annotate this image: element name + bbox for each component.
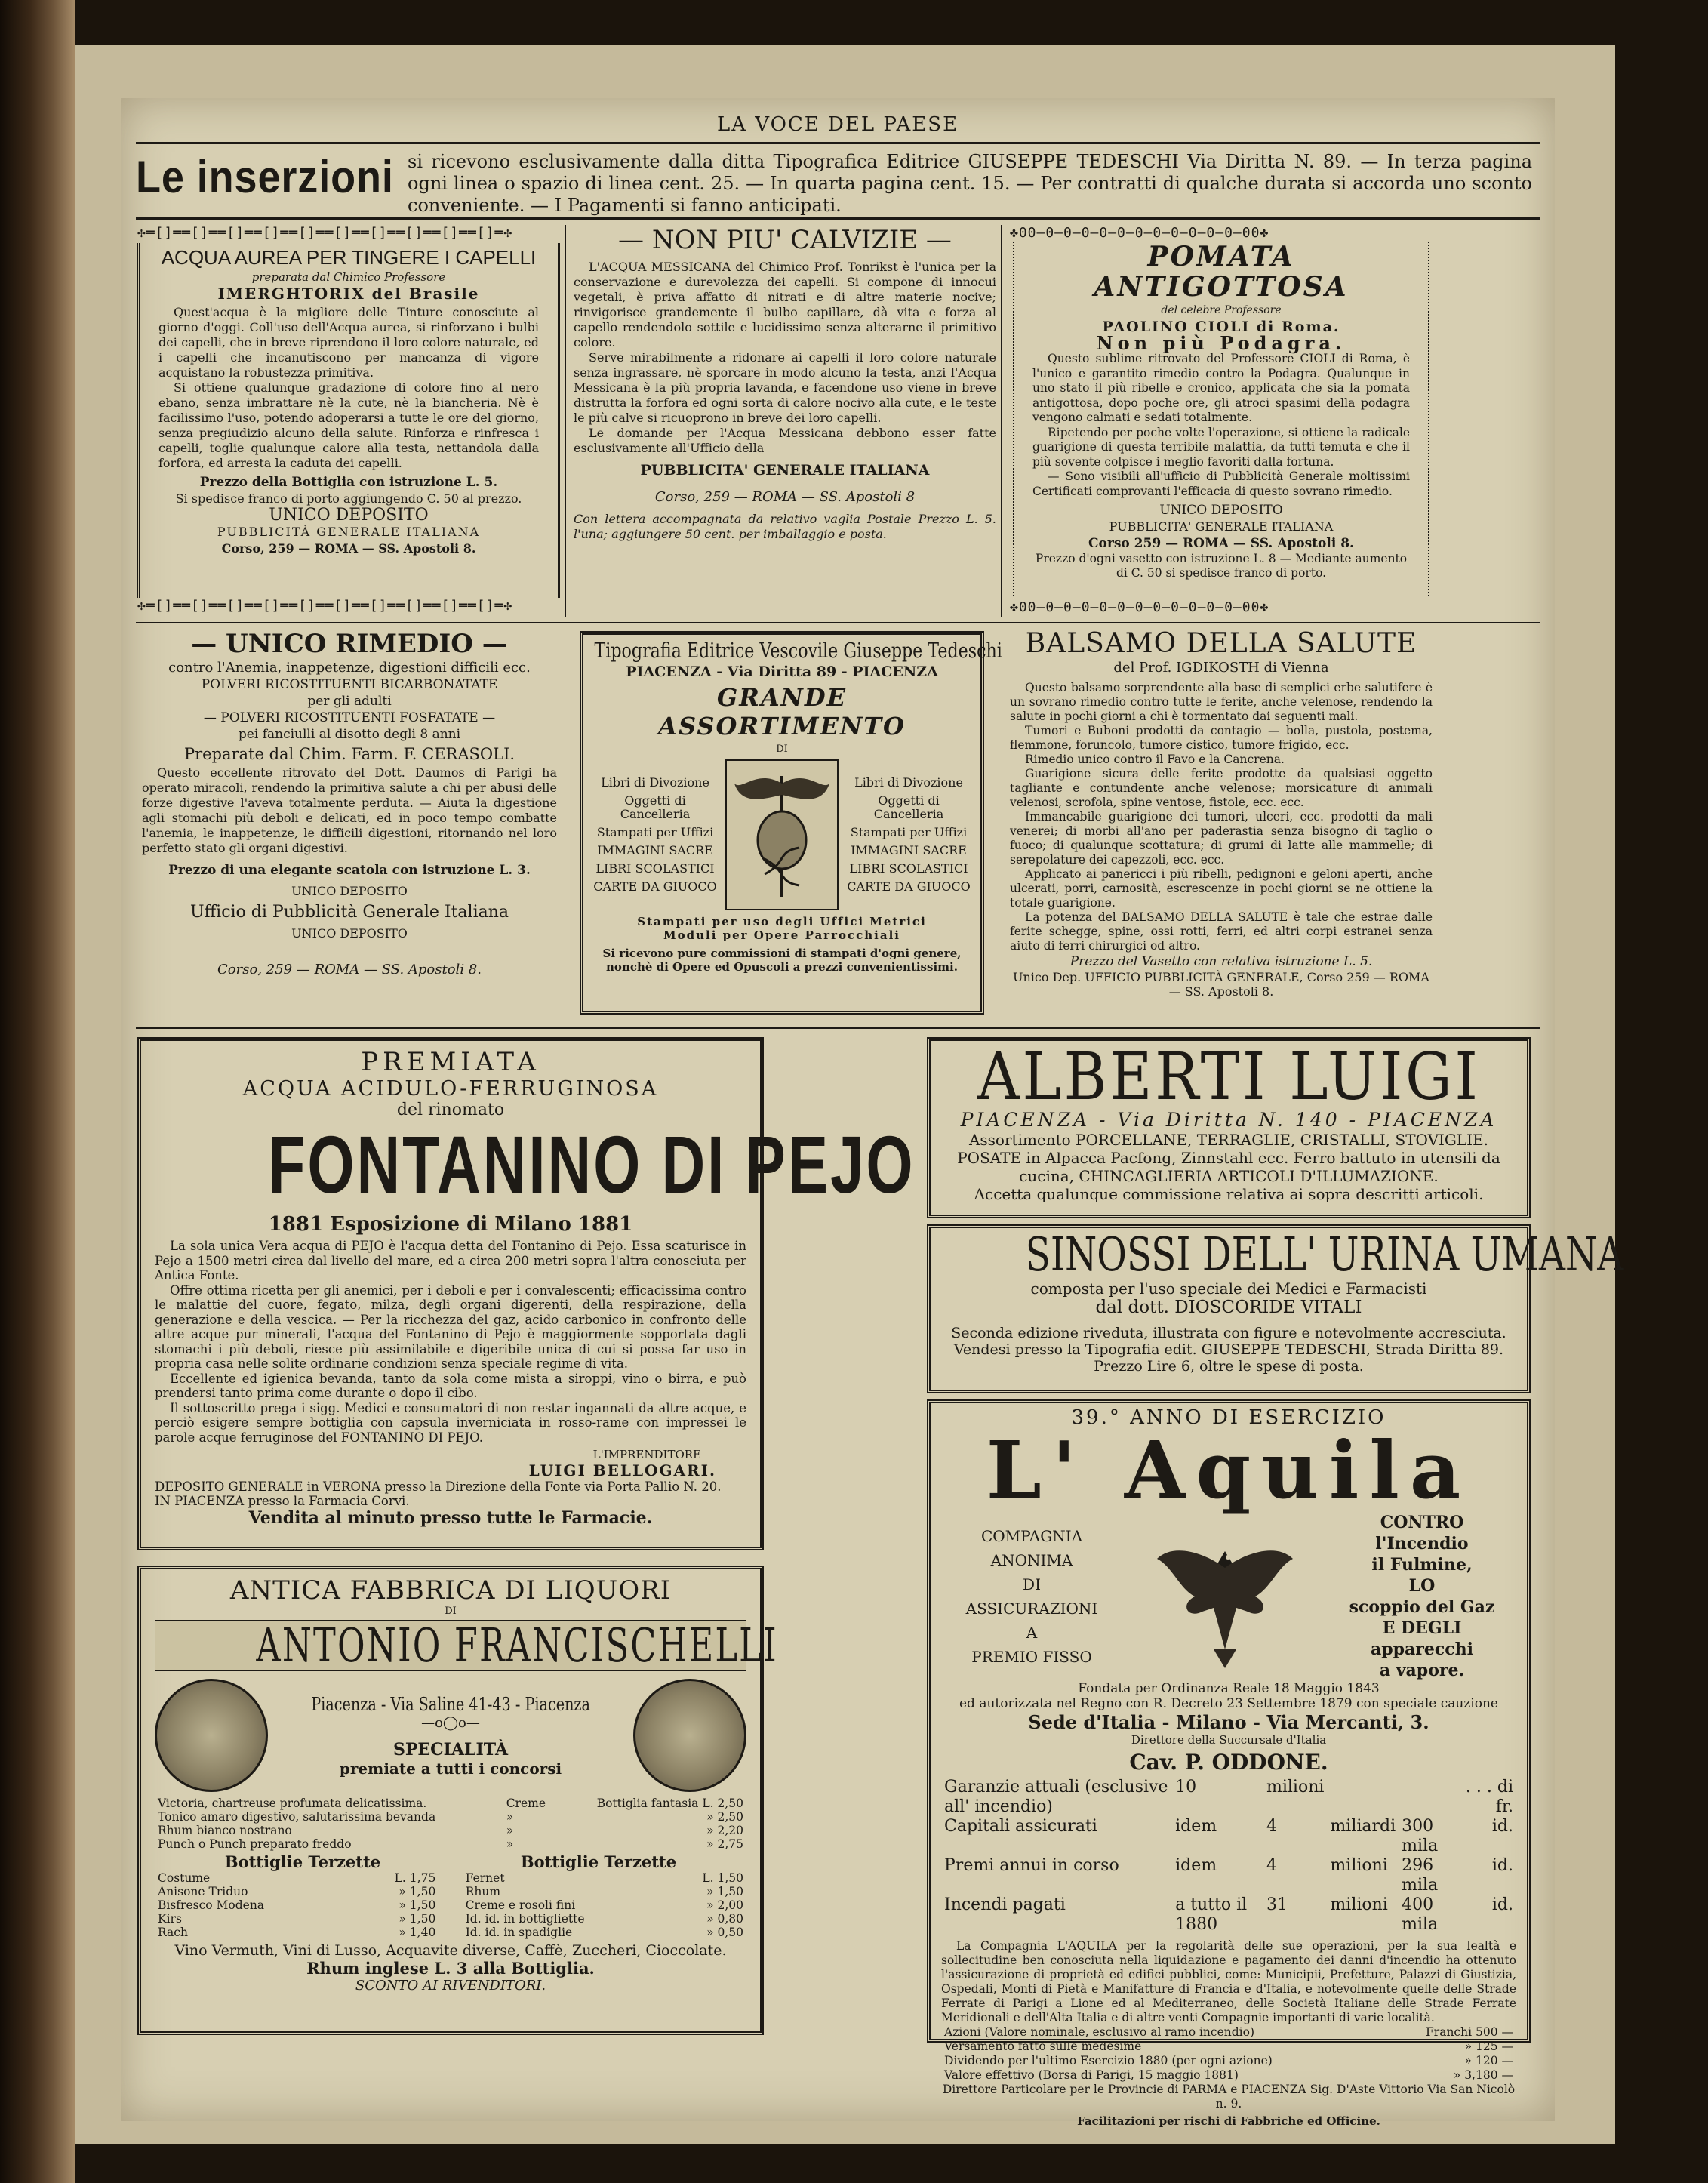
acqua-aurea-addr: Corso, 259 — ROMA — SS. Apostoli 8.	[221, 541, 476, 556]
liquori-terzette-row-cell: Kirs	[158, 1912, 182, 1926]
aquila-figure-row-cell: a tutto il 1880	[1175, 1895, 1248, 1934]
liquori-terzette-row	[463, 1871, 746, 1885]
liquori-price-row-cell: Rhum bianco nostrano	[158, 1824, 292, 1837]
aquila-stock-row	[941, 2068, 1516, 2083]
liquori-terzette-row	[463, 1912, 746, 1926]
row-rule	[136, 622, 1540, 623]
aquila-right-line: l'Incendio	[1375, 1534, 1469, 1553]
calvizie-pub: PUBBLICITA' GENERALE ITALIANA	[640, 462, 930, 479]
aquila-figure-row-cell: 31	[1266, 1895, 1288, 1914]
alberti-l1: Assortimento PORCELLANE, TERRAGLIE, CRISTALLI, STOVIGLIE. POSATE in Alpacca Pacfong, Zinnstahl ecc. Ferro battuto in utensili da cucina, CHINCAGLIERIA ARTICOLI D'ILLUMAZIONE.	[957, 1131, 1500, 1185]
ad-non-piu-calvizie	[574, 225, 996, 617]
medal-icon	[155, 1679, 268, 1792]
liquori-rhum: Rhum inglese L. 3 alla Bottiglia.	[306, 1959, 595, 1978]
sinossi-title: SINOSSI DELL' URINA UMANA	[1025, 1227, 1624, 1282]
aquila-right-line: scoppio del Gaz	[1349, 1597, 1495, 1617]
aquila-f1: Fondata per Ordinanza Reale 18 Maggio 1843	[1078, 1681, 1380, 1696]
aquila-figure-row-cell: . . . di fr.	[1465, 1778, 1513, 1816]
aquila-figure-row-cell: miliardi	[1330, 1817, 1396, 1836]
liquori-terzette-row-cell: L. 1,50	[702, 1871, 743, 1885]
aquila-left-line: PREMIO FISSO	[971, 1648, 1092, 1666]
rimedio-p1: Questo eccellente ritrovato del Dott. Daumos di Parigi ha operato miracoli, rendendo la primitiva salute a chi per abusi delle forze digestive l'aveva totalmente perduta. — Aiuta la digestione agli stomachi più deboli e delicati, ed in poco tempo combatte l'anemia, le inappetenze, le difficili digestioni, ritornando nel loro perfetto stato gli organi digestivi.	[142, 765, 557, 855]
aquila-figure-row	[941, 1895, 1516, 1935]
pejo-dep1: DEPOSITO GENERALE in VERONA presso la Direzione della Fonte via Porta Pallio N. 20.	[155, 1479, 722, 1494]
tipografia-l2: Moduli per Opere Parrocchiali	[663, 928, 900, 942]
aquila-right-line: apparecchi	[1370, 1640, 1473, 1659]
tipografia-grande: GRANDE ASSORTIMENTO	[658, 683, 906, 740]
liquori-terzette-row	[155, 1898, 439, 1912]
tipografia-title: Tipografia Editrice Vescovile Giuseppe Tedeschi	[594, 639, 1002, 663]
rimedio-l3: per gli adulti	[307, 694, 392, 709]
rimedio-l6: Preparate dal Chim. Farm. F. CERASOLI.	[183, 745, 515, 763]
column-rule	[1001, 225, 1002, 617]
pomata-depot: UNICO DEPOSITO	[1159, 503, 1283, 518]
tipografia-l3: Si ricevono pure commissioni di stampati d'ogni genere, nonchè di Opere ed Opuscoli a prezzi convenientissimi.	[602, 947, 962, 974]
tipografia-item: CARTE DA GIUOCO	[847, 879, 971, 894]
acqua-aurea-maker: IMERGHTORIX del Brasile	[217, 285, 480, 303]
aquila-dir2: Direttore Particolare per le Provincie di PARMA e PIACENZA Sig. D'Aste Vittorio Via San Nicolò n. 9.	[942, 2083, 1516, 2111]
pomata-p3: — Sono visibili all'ufficio di Pubblicità Generale moltissimi Certificati comprovanti l'efficacia di questo sovrano rimedio.	[1032, 470, 1410, 498]
ad-liquori-francischelli: ANTICA FABBRICA DI LIQUORI DI ANTONIO FRANCISCHELLI Piacenza - Via Saline 41-43 - Piacenza —o◯o— SPECIALITÀ premiate a tutti i concorsi Victoria, chartreuse profumata delicatissima. Creme Bottiglia fantasia L. 2,50 Tonico amaro digestivo, salutarissima bevanda » » 2,50 Rhum bianco nostrano » » 2,20 Punch o Punch preparato freddo » » 2,75 Bottiglie Terzette Bottiglie Terzette Costume L. 1,75 Anisone Triduo » 1,50 Bisfresco Modena » 1,50 Kirs » 1,50 Rach » 1,40 Fernet L. 1,50 Rhum » 1,50 Creme e rosoli fini » 2,00 Id. id. in bottigliette » 0,80 Id. id. in spadiglie » 0,50 Vino Vermuth, Vini di Lusso, Acquavite diverse, Caffè, Zuccheri, Cioccolate. Rhum inglese L. 3 alla Bottiglia. SCONTO AI RIVENDITORI.	[137, 1566, 764, 2035]
border-ornament: ✤00—0—0—0—0—0—0—0—0—0—0—0—00✤	[1010, 225, 1269, 241]
pejo-expo: 1881 Esposizione di Milano 1881	[268, 1213, 633, 1236]
rimedio-addr: Corso, 259 — ROMA — SS. Apostoli 8.	[217, 962, 482, 978]
tipografia-l1: Stampati per uso degli Uffici Metrici	[637, 915, 927, 928]
liquori-terzette-row-cell: Costume	[158, 1871, 211, 1885]
liquori-price-table	[155, 1797, 746, 1851]
rimedio-l1: contro l'Anemia, inappetenze, digestioni difficili ecc.	[168, 660, 531, 676]
liquori-name: ANTONIO FRANCISCHELLI	[256, 1618, 778, 1673]
balsamo-sub: del Prof. IGDIKOSTH di Vienna	[1113, 660, 1329, 676]
tipografia-item: Libri di Divozione	[854, 775, 963, 790]
liquori-price-row-cell: »	[506, 1837, 514, 1851]
liquori-vino: Vino Vermuth, Vini di Lusso, Acquavite diverse, Caffè, Zuccheri, Cioccolate.	[174, 1942, 727, 1959]
pomata-addr: Corso 259 — ROMA — SS. Apostoli 8.	[1088, 536, 1354, 551]
liquori-terzette-row-cell: » 1,50	[399, 1885, 436, 1898]
liquori-terzette-row	[463, 1885, 746, 1898]
liquori-spec: SPECIALITÀ	[392, 1739, 509, 1760]
tipografia-item: Stampati per Uffizi	[596, 825, 714, 839]
rimedio-title: — UNICO RIMEDIO —	[191, 629, 508, 659]
liquori-col2	[463, 1871, 746, 1939]
liquori-terzette-row-cell: » 0,80	[706, 1912, 743, 1926]
liquori-terzette-row	[463, 1926, 746, 1939]
liquori-price-row	[155, 1810, 746, 1824]
alberti-l2: Accetta qualunque commissione relativa ai sopra descritti articoli.	[974, 1185, 1484, 1203]
balsamo-p3: Rimedio unico contro il Favo e la Cancrena.	[1025, 753, 1285, 766]
liquori-addr: Piacenza - Via Saline 41-43 - Piacenza	[311, 1693, 590, 1715]
aquila-stock-row-cell: Dividendo per l'ultimo Esercizio 1880 (per ogni azione)	[944, 2054, 1273, 2068]
aquila-figure-row-cell: 4	[1266, 1856, 1277, 1875]
pomata-prof: PAOLINO CIOLI di Roma.	[1102, 319, 1340, 335]
alberti-city: PIACENZA - Via Diritta N. 140 - PIACENZA	[960, 1109, 1497, 1131]
ad-alberti-luigi	[927, 1037, 1531, 1218]
aquila-left-line: A	[1026, 1624, 1038, 1642]
aquila-figure-row-cell	[1327, 1778, 1399, 1817]
border-ornament: ✢═[]══[]══[]══[]══[]══[]══[]══[]══[]══[]═✢	[137, 225, 513, 241]
balsamo-p7: La potenza del BALSAMO DELLA SALUTE è tale che estrae dalle ferite schegge, spine, ossi rotti, ferri, ed altri corpi estranei senza aiuto di ferri chirurgici od altro.	[1010, 910, 1433, 953]
aquila-left-text	[941, 1524, 1122, 1669]
liquori-terzette-row-cell: Id. id. in bottigliette	[465, 1912, 585, 1926]
aquila-stock-row	[941, 2025, 1516, 2040]
aquila-left-line: COMPAGNIA ANONIMA	[980, 1527, 1083, 1569]
calvizie-foot: Con lettera accompagnata da relativo vaglia Postale Prezzo L. 5. l'una; aggiungere 50 cent. per imballaggio e posta.	[574, 512, 996, 541]
tipografia-left-list	[591, 771, 719, 898]
tipografia-item: Libri di Divozione	[601, 775, 709, 790]
aquila-sede: Sede d'Italia - Milano - Via Mercanti, 3.	[1028, 1711, 1429, 1733]
pomata-slogan: Non più Podagra.	[1096, 332, 1346, 354]
aquila-figure-row-cell: Incendi pagati	[944, 1895, 1066, 1914]
aquila-stocks-table	[941, 2025, 1516, 2083]
calvizie-addr: Corso, 259 — ROMA — SS. Apostoli 8	[654, 489, 916, 505]
liquori-terzette-row-cell: » 1,50	[399, 1898, 436, 1912]
ad-sinossi-urina	[927, 1224, 1624, 1393]
liquori-terzette-row	[463, 1898, 746, 1912]
balsamo-p1: Questo balsamo sorprendente alla base di semplici erbe salutifere è un sovrano rimedio contro tutte le ferite, anche velenose, rendendo la salute in pochi giorni a chi è tormentato dai seguenti mali.	[1010, 681, 1433, 723]
tipografia-item: Stampati per Uffizi	[850, 825, 968, 839]
aquila-right-line: il Fulmine,	[1371, 1555, 1473, 1575]
liquori-price-row-cell: »	[506, 1824, 514, 1837]
aquila-figure-row-cell: Garanzie attuali (esclusive all' incendio)	[944, 1778, 1168, 1816]
border-ornament-right	[1419, 242, 1429, 596]
aquila-f2: ed autorizzata nel Regno con R. Decreto 23 Settembre 1879 con speciale cauzione	[959, 1696, 1498, 1711]
aquila-figure-row-cell	[1399, 1778, 1461, 1817]
tipografia-item: LIBRI SCOLASTICI	[849, 861, 968, 876]
liquori-terzette-row-cell: » 1,50	[399, 1912, 436, 1926]
aquila-figure-row-cell: id.	[1491, 1817, 1513, 1836]
liquori-price-row-cell: Bottiglia fantasia L. 2,50	[596, 1797, 743, 1810]
pejo-p2: Offre ottima ricetta per gli anemici, per i deboli e per i convalescenti; efficacissima contro le malattie del cuore, fegato, milza, degli organi digerenti, della respirazione, della generazione e della vescica. — Per la ricchezza del gaz, acido carbonico in confronto delle altre acque pur minerali, l'acqua del Fontanino di Pejo è maggiormente sopportata dagli stomachi i più deboli, riesce più assimilabile e digeribile unica di cui si possa far uso in propria casa nelle solite ordinarie condizioni senza speciale regime di vita.	[155, 1282, 746, 1371]
border-ornament-left	[137, 243, 151, 598]
liquori-terzette-row	[155, 1926, 439, 1939]
rimedio-depot2: UNICO DEPOSITO	[291, 926, 408, 941]
calvizie-title: — NON PIU' CALVIZIE —	[618, 225, 952, 255]
pomata-pub: PUBBLICITA' GENERALE ITALIANA	[1109, 519, 1334, 534]
pejo-name: FONTANINO DI PEJO	[268, 1119, 916, 1210]
border-ornament-bottom: ✢═[]══[]══[]══[]══[]══[]══[]══[]══[]══[]═✢	[137, 598, 513, 614]
aquila-right-line: E DEGLI	[1382, 1618, 1462, 1638]
aquila-p1: La Compagnia L'AQUILA per la regolarità delle sue operazioni, per la sua lealtà e sollecitudine ben conosciuta nella liquidazione e pagamento dei danni d'incendio ha ottenuto l'assicurazione di proprietà ed edifici pubblici, come: Municipii, Prefetture, Palazzi di Giustizia, Ospedali, Monti di Pietà e Manifatture di Francia e d'Italia, e notevolmente quelle delle Strade Ferrate di Parigi a Lione ed al Mediterraneo, delle Società Italiane delle Strade Ferrate Meridionali e dell'Alta Italia e di altre venti Compagnie importanti di varie località.	[941, 1939, 1516, 2024]
aquila-figure-row-cell: 400 mila	[1402, 1895, 1439, 1934]
liquori-col1	[155, 1871, 439, 1939]
balsamo-p5: Immancabile guarigione dei tumori, ulceri, ecc. prodotti da mali venerei; di morbi all'ano per paderastia senza bisogno di taglio o fuoco; di qualunque scottatura; di grumi di latte alle mammelle; di serepolature dei capezzoli, ecc. ecc.	[1010, 810, 1433, 867]
balsamo-depot: Unico Dep. UFFICIO PUBBLICITÀ GENERALE, Corso 259 — ROMA — SS. Apostoli 8.	[1013, 970, 1429, 999]
aquila-figures-table	[941, 1778, 1516, 1935]
aquila-dir: Direttore della Succursale d'Italia	[1131, 1733, 1327, 1747]
liquori-terzette-row	[155, 1912, 439, 1926]
rimedio-office: Ufficio di Pubblicità Generale Italiana	[189, 903, 509, 922]
pomata-title: POMATA ANTIGOTTOSA	[1094, 241, 1349, 303]
tipografia-item: Oggetti di Cancelleria	[620, 793, 691, 821]
newspaper-page	[121, 98, 1624, 2128]
acqua-aurea-price: Prezzo della Bottiglia con istruzione L. 5.	[199, 475, 498, 490]
liquori-price-row-cell: » 2,50	[706, 1810, 743, 1824]
aquila-figure-row-cell: milioni	[1330, 1856, 1388, 1875]
liquori-bt1: Bottiglie Terzette	[224, 1852, 381, 1871]
aquila-right-line: LO	[1408, 1576, 1436, 1596]
liquori-terzette-row-cell: Id. id. in spadiglie	[465, 1926, 573, 1939]
pomata-sub: del celebre Professore	[1161, 304, 1282, 316]
pejo-p4: Il sottoscritto prega i sigg. Medici e consumatori di non restar ingannati da altre acque, e perciò esigere sempre bottiglia con capsula inverniciata in rosso-rame con impressei le parole acque ferruginose del FONTANINO DI PEJO.	[155, 1400, 746, 1445]
sinossi-author: dal dott. DIOSCORIDE VITALI	[1095, 1298, 1362, 1317]
pejo-vendita: Vendita al minuto presso tutte le Farmacie.	[248, 1508, 653, 1528]
pejo-dep2: IN PIACENZA presso la Farmacia Corvi.	[155, 1494, 410, 1508]
liquori-terzette-row-cell: » 0,50	[706, 1926, 743, 1939]
rimedio-l5: pei fanciulli al disotto degli 8 anni	[238, 727, 461, 742]
aquila-figure-row	[941, 1856, 1516, 1895]
aquila-figure-row-cell: id.	[1491, 1895, 1513, 1914]
aquila-year: 39.° ANNO DI ESERCIZIO	[1071, 1406, 1386, 1429]
ad-acqua-aurea	[137, 225, 560, 617]
acqua-aurea-sub: preparata dal Chimico Professore	[251, 270, 446, 284]
aquila-name: L' Aquila	[986, 1424, 1472, 1516]
aquila-stock-row-cell: Azioni (Valore nominale, esclusivo al ramo incendio)	[944, 2025, 1254, 2039]
sinossi-l3: Prezzo Lire 6, oltre le spese di posta.	[1094, 1358, 1364, 1375]
acqua-aurea-pub: PUBBLICITÀ GENERALE ITALIANA	[217, 525, 481, 539]
border-ornament-left	[1013, 242, 1023, 596]
liquori-price-row-cell: » 2,75	[706, 1837, 743, 1851]
aquila-figure-row-cell: milioni	[1330, 1895, 1388, 1914]
rimedio-l4: — POLVERI RICOSTITUENTI FOSFATATE —	[203, 710, 496, 725]
aquila-figure-row-cell: 300 mila	[1402, 1817, 1439, 1855]
acqua-aurea-p1: Quest'acqua è la migliore delle Tinture conosciute al giorno d'oggi. Coll'uso dell'Acqua aurea, si rinforzano i bulbi dei capelli, che in breve riprendono il loro colore naturale, ed i capelli che incanutiscono per mancanza di vigore acquistano la robustezza primitiva.	[158, 305, 539, 380]
top-rule	[136, 217, 1540, 220]
balsamo-price: Prezzo del Vasetto con relativa istruzione L. 5.	[1069, 954, 1373, 969]
inserzioni-title: Le inserzioni	[136, 152, 394, 202]
liquori-price-row-cell: Creme	[506, 1797, 546, 1810]
liquori-terzette-row-cell: » 1,50	[706, 1885, 743, 1898]
liquori-price-row-cell: Tonico amaro digestivo, salutarissima bevanda	[158, 1810, 436, 1824]
aquila-figure-row-cell: 4	[1266, 1817, 1277, 1836]
balsamo-p2: Tumori e Buboni prodotti da contagio — bolla, pustola, postema, flemmone, foruncolo, tumore cistico, tumore frigido, ecc.	[1010, 724, 1433, 752]
column-rule	[565, 225, 566, 617]
aquila-stock-row-cell: Valore effettivo (Borsa di Parigi, 15 maggio 1881)	[944, 2068, 1239, 2082]
pejo-del: del rinomato	[396, 1101, 505, 1119]
aquila-right-line: a vapore.	[1379, 1661, 1465, 1680]
tipografia-right-list	[845, 771, 973, 898]
tipografia-item: LIBRI SCOLASTICI	[595, 861, 715, 876]
liquori-terzette-row-cell: L. 1,75	[394, 1871, 436, 1885]
liquori-price-row	[155, 1797, 746, 1810]
calvizie-p1: L'ACQUA MESSICANA del Chimico Prof. Tonrikst è l'unica per la conservazione e durevolezza dei capelli. Si compone di innocui vegetali, è priva affatto di nitrati e di altre materie nocive; rinvigorisce grandemente il bulbo capillare, dà vita e forza al capello rendendolo sottile e lucidissimo senza alterarne il primitivo colore.	[574, 260, 996, 349]
acqua-aurea-p2: Si ottiene qualunque gradazione di colore fino al nero ebano, senza imbrattare nè la cute, nè la biancheria. Nè è facilissimo l'uso, potendo adoperarsi a tutte le ore del giorno, senza pregiudizio alcuno della salute. Rinforza e rinfresca i capelli, toglie qualunque calore alla testa, nettandola dalla forfora, ed arresta la caduta dei capelli.	[158, 380, 539, 470]
header-rule	[136, 142, 1540, 144]
aquila-stock-row-cell: » 3,180 —	[1453, 2068, 1513, 2082]
aquila-figure-row-cell: 296 mila	[1402, 1856, 1439, 1895]
balsamo-title: BALSAMO DELLA SALUTE	[1025, 628, 1417, 659]
page-title: LA VOCE DEL PAESE	[716, 113, 959, 136]
liquori-terzette-row-cell: » 1,40	[399, 1926, 436, 1939]
sinossi-l1: Seconda edizione riveduta, illustrata con figure e notevolmente accresciuta.	[951, 1325, 1506, 1341]
pejo-imp: L'IMPRENDITORE	[592, 1448, 701, 1461]
liquori-terzette-row-cell: Rhum	[465, 1885, 501, 1898]
pejo-acqua: ACQUA ACIDULO-FERRUGINOSA	[242, 1077, 659, 1101]
acqua-aurea-depot: UNICO DEPOSITO	[269, 506, 429, 525]
acqua-aurea-title: ACQUA AUREA PER TINGERE I CAPELLI	[161, 246, 537, 269]
liquori-title: ANTICA FABBRICA DI LIQUORI	[229, 1575, 672, 1606]
aquila-stock-row-cell: » 120 —	[1464, 2054, 1513, 2068]
tipografia-item: Oggetti di Cancelleria	[873, 793, 944, 821]
aquila-left-line: DI	[1023, 1575, 1041, 1593]
pomata-p2: Ripetendo per poche volte l'operazione, si ottiene la radicale guarigione di questa terribile malattia, da tutti temuta e che il più sovente colpisce i meglio favoriti dalla fortuna.	[1032, 425, 1410, 469]
book-spine	[0, 0, 75, 2183]
pejo-p3: Eccellente ed igienica bevanda, tanto da sola come mista a siroppi, vino o birra, e può prendersi tanto prima come durante o dopo il cibo.	[155, 1371, 746, 1400]
aquila-left-line: ASSICURAZIONI	[965, 1600, 1098, 1618]
pomata-p1: Questo sublime ritrovato del Professore CIOLI di Roma, è l'unico e garantito rimedio contro la Podagra. Qualunque in uno stato il più ribelle e cronico, applicata che sia la pomata antigottosa, dopo poche ore, gli atroci spasimi della podagra vengono calmati e sedati totalmente.	[1032, 352, 1410, 424]
liquori-terzette-row	[155, 1885, 439, 1898]
sinossi-l2: Vendesi presso la Tipografia edit. GIUSEPPE TEDESCHI, Strada Diritta 89.	[953, 1341, 1504, 1358]
tipografia-item: IMMAGINI SACRE	[597, 843, 713, 857]
liquori-terzette-row-cell: Anisone Triduo	[158, 1885, 248, 1898]
calvizie-p3: Le domande per l'Acqua Messicana debbono esser fatte esclusivamente all'Ufficio della	[574, 426, 996, 455]
liquori-terzette-row-cell: Bisfresco Modena	[158, 1898, 265, 1912]
sinossi-sub: composta per l'uso speciale dei Medici e Farmacisti	[1030, 1279, 1427, 1298]
aquila-stock-row	[941, 2054, 1516, 2068]
aquila-figure-row	[941, 1817, 1516, 1856]
aquila-stock-row	[941, 2040, 1516, 2054]
liquori-price-row-cell: »	[506, 1810, 514, 1824]
liquori-terzette-row	[155, 1871, 439, 1885]
ad-tipografia-tedeschi	[580, 631, 1002, 1015]
pomata-price: Prezzo d'ogni vasetto con istruzione L. 8 — Mediante aumento di C. 50 si spedisce franco di porto.	[1035, 552, 1408, 580]
aquila-fac: Facilitazioni per rischi di Fabbriche ed Officine.	[1077, 2114, 1380, 2128]
caduceus-icon	[725, 759, 839, 910]
border-ornament-bottom: ✤00—0—0—0—0—0—0—0—0—0—0—0—00✤	[1010, 599, 1269, 615]
ad-pomata-antigottosa	[1010, 225, 1433, 617]
calvizie-p2: Serve mirabilmente a ridonare ai capelli il loro colore naturale senza ingrassare, nè sporcare in modo alcuno la testa, anzi l'Acqua Messicana è la più propria lavanda, e facendone uso viene in breve distrutta la forfora ed ogni sorta di calore nocivo alla cute, e le teste le più calve si ricuoprono in breve dei loro capelli.	[574, 350, 996, 425]
liquori-terzette-row-cell: Fernet	[465, 1871, 505, 1885]
aquila-figure-row-cell: Premi annui in corso	[944, 1856, 1119, 1875]
liquori-price-row	[155, 1824, 746, 1837]
liquori-di: DI	[445, 1606, 457, 1617]
rimedio-depot: UNICO DEPOSITO	[291, 884, 408, 898]
tipografia-city: PIACENZA - Via Diritta 89 - PIACENZA	[626, 664, 938, 680]
pejo-p1: La sola unica Vera acqua di PEJO è l'acqua detta del Fontanino di Pejo. Essa scaturisce in Pejo a 1500 metri circa dal livello del mare, ed a circa 200 metri sopra l'altra conosciuta per Antica Fonte.	[155, 1239, 746, 1282]
aquila-right-text	[1328, 1512, 1516, 1681]
liquori-bt2: Bottiglie Terzette	[520, 1852, 677, 1871]
inserzioni-text: si ricevono esclusivamente dalla ditta Tipografica Editrice GIUSEPPE TEDESCHI Via Diritta N. 89. — In terza pagina ogni linea o spazio di linea cent. 25. — In quarta pagina cent. 15. — Per contratti di qualche durata si accorda uno sconto conveniente. — I Pagamenti si fanno anticipati.	[408, 151, 1532, 216]
row-rule	[136, 1027, 1540, 1029]
aquila-figure-row-cell: idem	[1175, 1856, 1217, 1875]
tipografia-item: CARTE DA GIUOCO	[593, 879, 717, 894]
pejo-name2: LUIGI BELLOGARI.	[528, 1461, 716, 1479]
aquila-figure-row-cell: Capitali assicurati	[944, 1817, 1097, 1836]
rimedio-l2: POLVERI RICOSTITUENTI BICARBONATATE	[201, 677, 498, 692]
ad-fontanino-pejo	[137, 1037, 916, 1550]
border-ornament-right	[546, 243, 560, 598]
aquila-stock-row-cell: » 125 —	[1464, 2040, 1513, 2053]
liquori-price-row-cell: » 2,20	[706, 1824, 743, 1837]
liquori-terzette-row-cell: Rach	[158, 1926, 188, 1939]
liquori-terzette-row-cell: » 2,00	[706, 1898, 743, 1912]
aquila-figure-row	[941, 1778, 1516, 1817]
aquila-cav: Cav. P. ODDONE.	[1129, 1750, 1328, 1775]
aquila-figure-row-cell: idem	[1175, 1817, 1217, 1836]
aquila-stock-row-cell: Franchi 500 —	[1426, 2025, 1513, 2039]
aquila-figure-row-cell: 10	[1175, 1778, 1197, 1797]
aquila-figure-row-cell: milioni	[1266, 1778, 1325, 1797]
acqua-aurea-ship: Si spedisce franco di porto aggiungendo C. 50 al prezzo.	[175, 491, 522, 506]
medal-icon	[633, 1679, 746, 1792]
liquori-price-row	[155, 1837, 746, 1851]
ad-aquila-assicurazioni	[927, 1399, 1531, 2128]
aquila-figure-row-cell: id.	[1491, 1856, 1513, 1875]
tipografia-item: IMMAGINI SACRE	[851, 843, 967, 857]
liquori-prem: premiate a tutti i concorsi	[339, 1759, 562, 1778]
balsamo-p4: Guarigione sicura delle ferite prodotte da qualsiasi oggetto tagliante e contundente anche velenose; morsicature di animali velenosi, scrofola, spine ventose, fistole, ecc. ecc.	[1010, 767, 1433, 809]
eagle-icon	[1149, 1521, 1300, 1672]
rimedio-price: Prezzo di una elegante scatola con istruzione L. 3.	[168, 863, 531, 878]
pejo-premiata: PREMIATA	[361, 1047, 540, 1077]
aquila-right-line: CONTRO	[1380, 1513, 1464, 1532]
aquila-stock-row-cell: Versamento fatto sulle medesime	[944, 2040, 1142, 2053]
tipografia-di: DI	[776, 744, 788, 755]
liquori-terzette-row-cell: Creme e rosoli fini	[465, 1898, 576, 1912]
balsamo-p6: Applicato ai panericci i più ribelli, pedignoni e geloni aperti, anche ulcerati, porri, carnosità, escrescenze in pochi giorni se ne ottiene la totale guarigione.	[1010, 867, 1433, 910]
alberti-name: ALBERTI LUIGI	[977, 1039, 1481, 1115]
liquori-sconto: SCONTO AI RIVENDITORI.	[355, 1978, 546, 1994]
liquori-price-row-cell: Punch o Punch preparato freddo	[158, 1837, 352, 1851]
liquori-price-row-cell: Victoria, chartreuse profumata delicatissima.	[158, 1797, 427, 1810]
